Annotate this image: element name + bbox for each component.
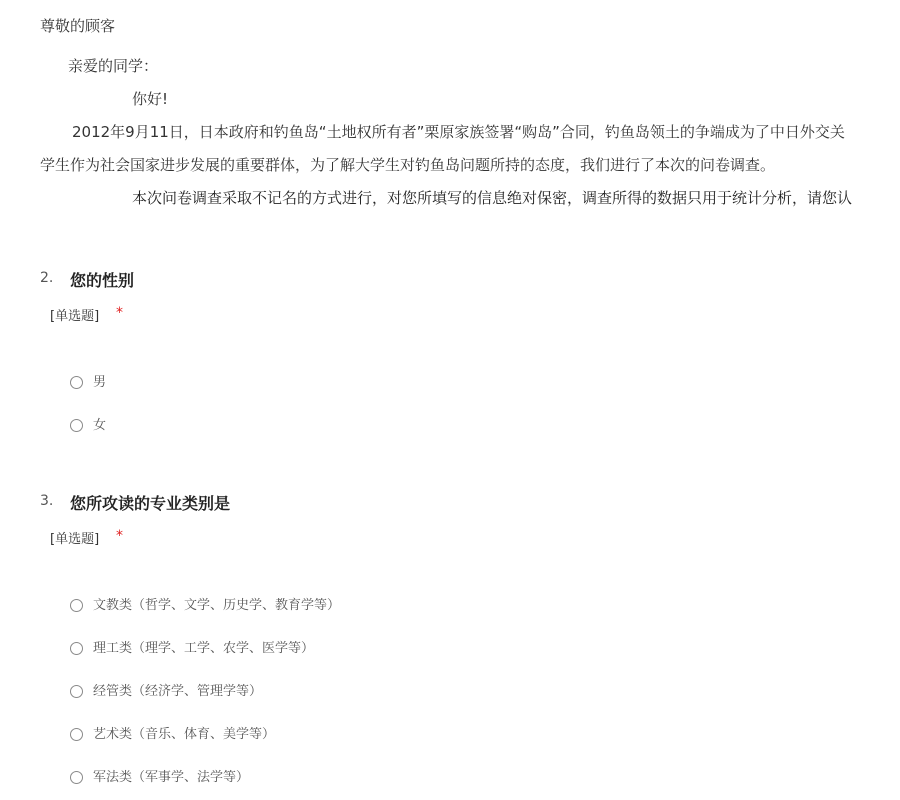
required-mark: * [116,528,123,544]
question-number: 2. [40,270,54,286]
option-label: 文教类（哲学、文学、历史学、教育学等） [93,598,341,613]
question-type-label: [单选题] [50,309,100,324]
option-label: 女 [93,418,107,433]
option-label: 艺术类（音乐、体育、美学等） [93,727,276,742]
radio-button[interactable] [70,419,83,432]
radio-button[interactable] [70,728,83,741]
greeting-hello: 你好! [132,90,169,108]
radio-button[interactable] [70,642,83,655]
intro-paragraph: 学生作为社会国家进步发展的重要群体，为了解大学生对钓鱼岛问题所持的态度，我们进行了本次的问卷调查。 [40,156,776,174]
option-label: 军法类（军事学、法学等） [93,770,250,785]
option-label: 经管类（经济学、管理学等） [93,684,263,699]
question-number: 3. [40,493,54,509]
option-label: 男 [93,375,107,390]
question-gender [40,268,880,448]
greeting-line: 亲爱的同学： [68,57,159,75]
question-major [40,491,880,800]
option-label: 理工类（理学、工学、农学、医学等） [93,641,315,656]
intro-paragraph: 2012年9月11日，日本政府和钓鱼岛“土地权所有者”栗原家族签署“购岛”合同，钓鱼岛领土的争端成为了中日外交关 [72,123,845,141]
radio-button[interactable] [70,771,83,784]
question-title: 您的性别 [70,271,135,290]
required-mark: * [116,305,123,321]
question-title: 您所攻读的专业类别是 [70,494,231,513]
radio-button[interactable] [70,376,83,389]
intro-paragraph: 本次问卷调查采取不记名的方式进行，对您所填写的信息绝对保密，调查所得的数据只用于统计分析，请您认 [132,189,853,207]
radio-button[interactable] [70,599,83,612]
radio-button[interactable] [70,685,83,698]
intro-title: 尊敬的顾客 [40,17,116,35]
question-type-label: [单选题] [50,532,100,547]
